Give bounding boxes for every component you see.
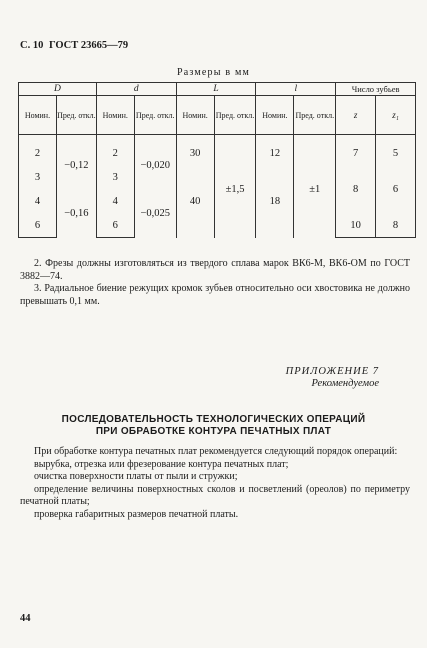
section-title [0,414,427,438]
table-notes [20,258,410,308]
cell-z1: 5 [376,141,416,165]
cell-D-tolerance: −0,12 [56,141,96,189]
cell-z1: 8 [376,213,416,238]
dimensions-caption: Размеры в мм [176,67,251,78]
subheader-z1: z₁ [376,96,416,135]
cell-z1: 6 [376,165,416,213]
cell-l: 12 [256,141,294,165]
appendix-subtitle: Рекомендуемое [311,378,379,389]
cell-D: 2 [19,141,57,165]
table-row [19,141,416,165]
section-title-line: ПРИ ОБРАБОТКЕ КОНТУРА ПЕЧАТНЫХ ПЛАТ [95,426,332,437]
cell-D-tolerance: −0,16 [56,189,96,238]
standard-number: ГОСТ 23665—79 [48,40,129,51]
column-group-l: l [256,83,336,96]
cell-d: 2 [96,141,134,165]
cell-L: 40 [176,165,214,238]
column-group-teeth: Число зубьев [336,83,416,96]
appendix-title: ПРИЛОЖЕНИЕ 7 [285,366,379,377]
subheader-nominal: Номин. [256,96,294,135]
note-2: 2. Фрезы должны изготовляться из твердого сплава марок ВК6-М, ВК6-ОМ по ГОСТ 3882—74. [20,258,410,282]
cell-L: 30 [176,141,214,165]
cell-D: 6 [19,213,57,238]
cell-d: 4 [96,189,134,213]
column-group-D: D [19,83,97,96]
subheader-tolerance: Пред. откл. [294,96,336,135]
cell-L-tolerance: ±1,5 [214,141,256,238]
appendix-label [286,366,379,390]
section-title-line: ПОСЛЕДОВАТЕЛЬНОСТЬ ТЕХНОЛОГИЧЕСКИХ ОПЕРАЦИЙ [61,414,366,425]
dimensions-table [18,82,416,238]
subheader-tolerance: Пред. откл. [56,96,96,135]
operation-item: проверка габаритных размеров печатной платы. [34,508,239,520]
cell-d: 3 [96,165,134,189]
cell-D: 3 [19,165,57,189]
subheader-nominal: Номин. [96,96,134,135]
subheader-z: z [336,96,376,135]
subheader-tolerance: Пред. откл. [214,96,256,135]
operation-item: определение величины поверхностных сколов и посветлений (ореолов) по периметру печатной платы; [20,483,410,507]
cell-z: 8 [336,165,376,213]
operation-item: очистка поверхности платы от пыли и стружки; [34,471,238,482]
page-header [20,40,131,51]
cell-z: 7 [336,141,376,165]
cell-l: 18 [256,165,294,238]
cell-d: 6 [96,213,134,238]
column-group-L: L [176,83,256,96]
cell-d-tolerance: −0,025 [134,189,176,238]
column-group-d: d [96,83,176,96]
cell-l-tolerance: ±1 [294,141,336,238]
subheader-nominal: Номин. [176,96,214,135]
note-3: 3. Радиальное биение режущих кромок зубьев относительно оси хвостовика не должно превышать 0,1 мм. [20,283,410,307]
page-number: 44 [20,613,31,624]
page-reference: С. 10 [20,40,44,51]
operation-item: вырубка, отрезка или фрезерование контура печатных плат; [34,458,289,470]
cell-d-tolerance: −0,020 [134,141,176,189]
subheader-tolerance: Пред. откл. [134,96,176,135]
cell-z: 10 [336,213,376,238]
intro-paragraph: При обработке контура печатных плат рекомендуется следующий порядок операций: [34,446,398,457]
cell-D: 4 [19,189,57,213]
operations-text [20,446,410,521]
subheader-nominal: Номин. [19,96,57,135]
